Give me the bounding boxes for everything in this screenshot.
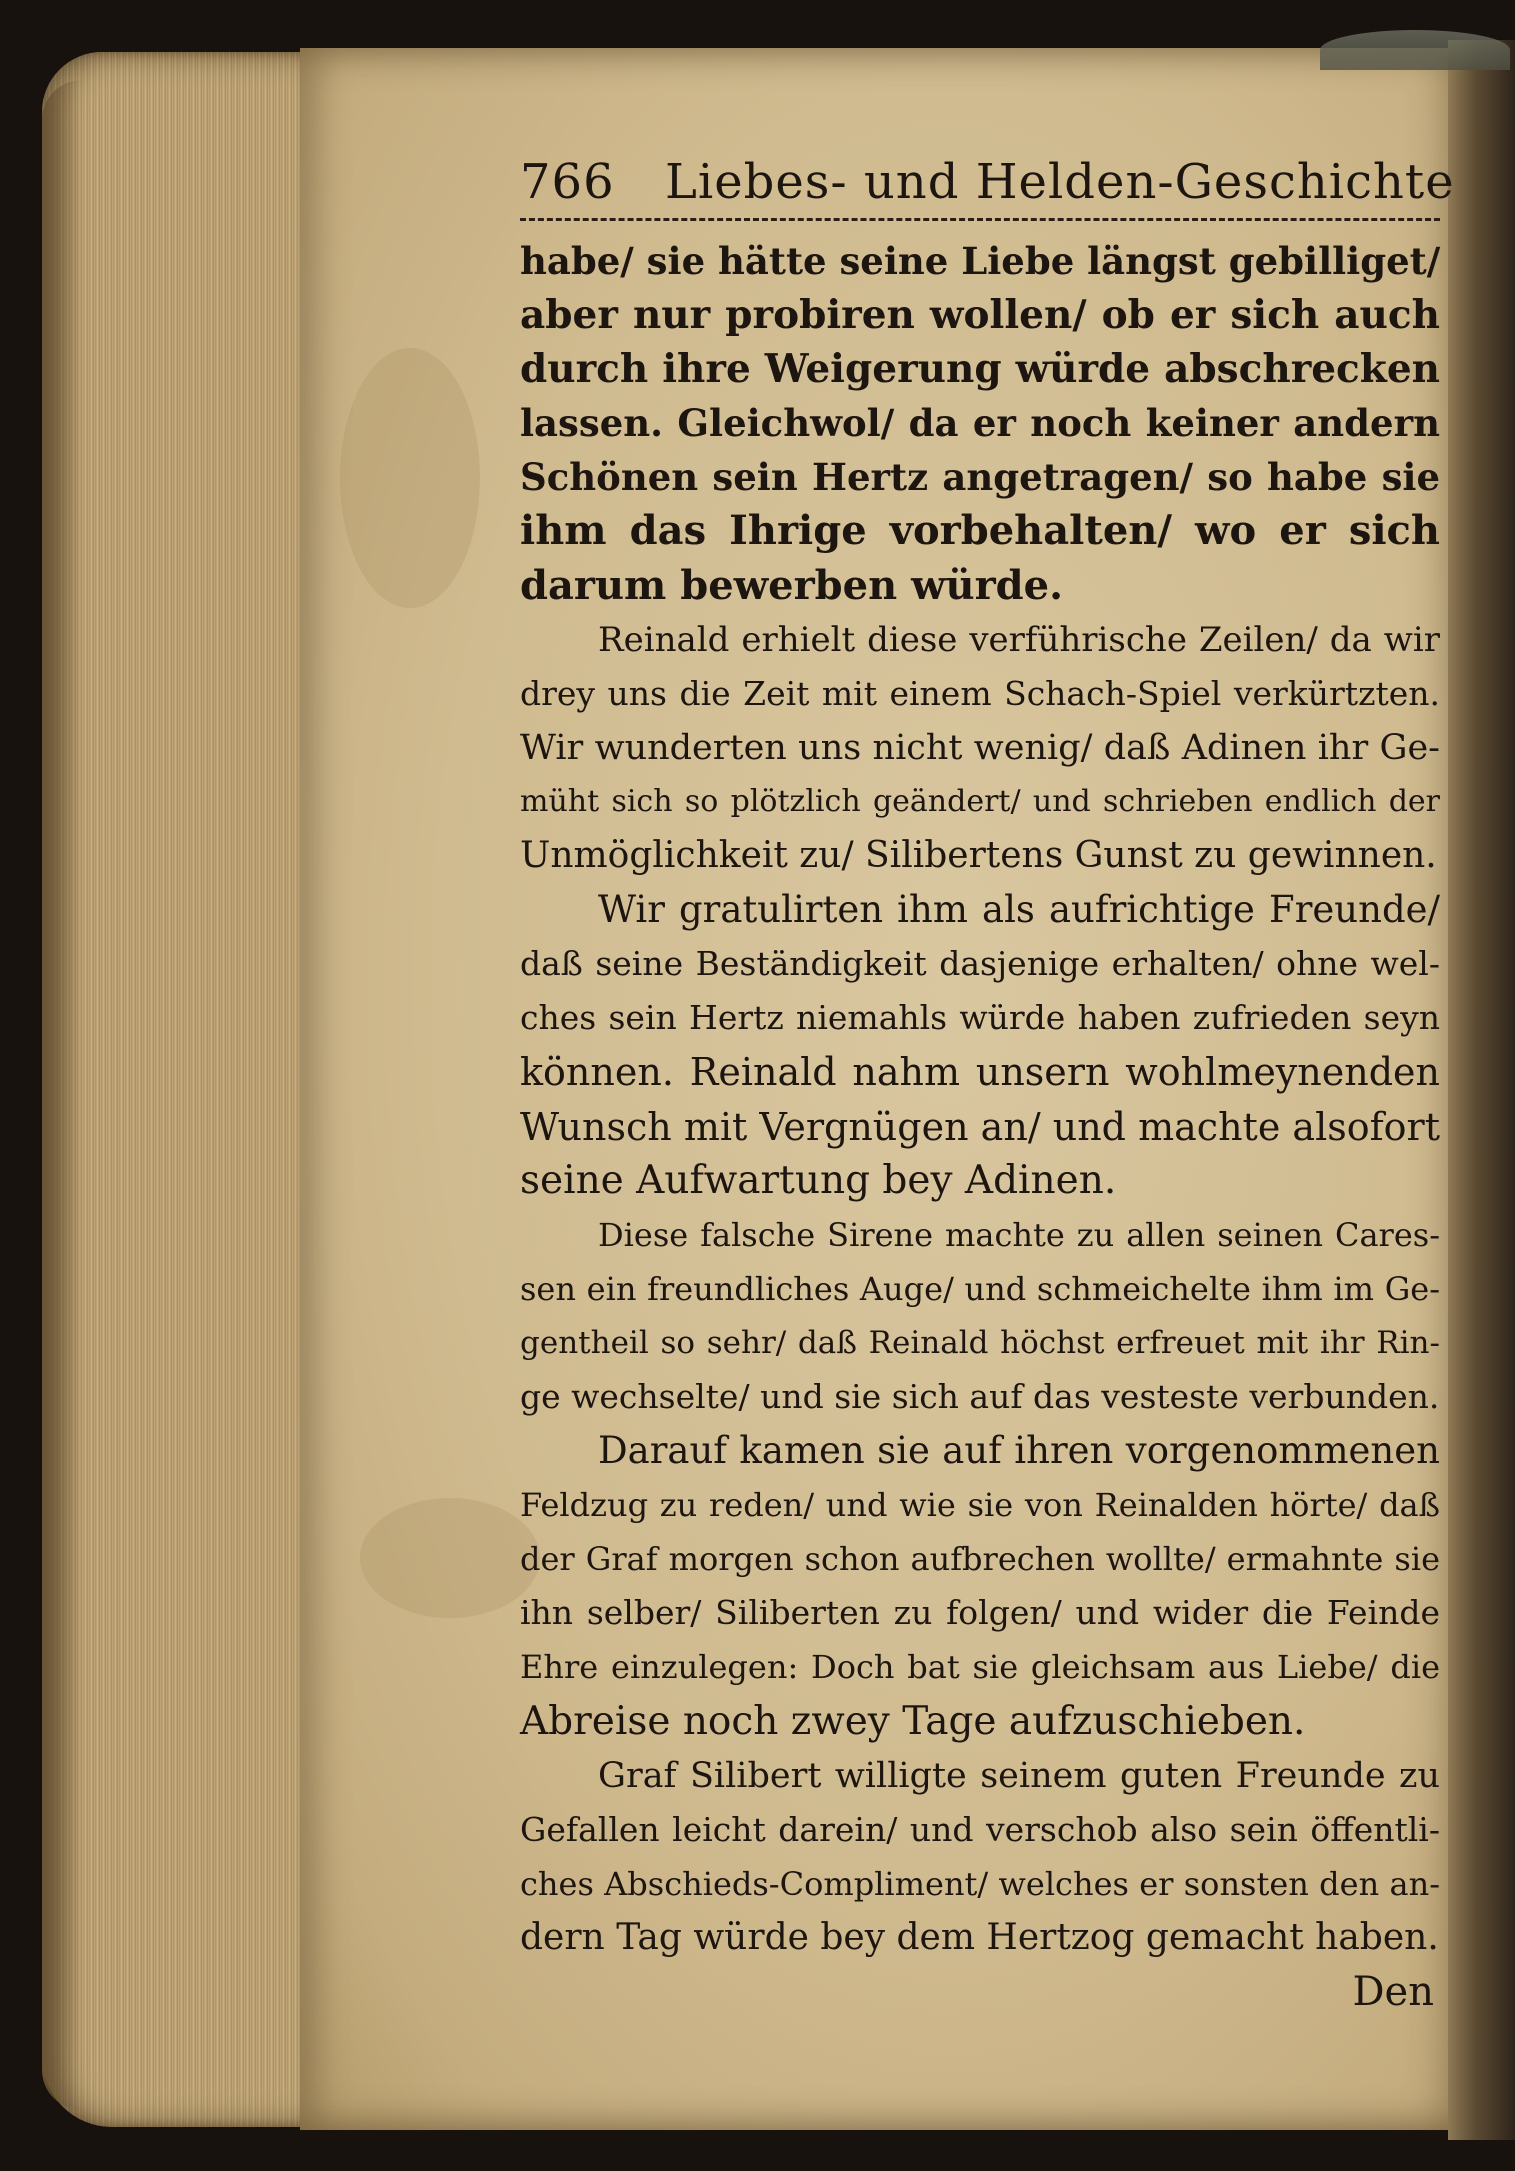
text-line: dern Tag würde bey dem Hertzog gemacht haben. bbox=[520, 1916, 1439, 1958]
text-line: können. Reinald nahm unsern wohlmeynenden bbox=[520, 1050, 1440, 1095]
text-line: lassen. Gleichwol/ da er noch keiner andern bbox=[520, 401, 1440, 446]
catchword: Den bbox=[1352, 1969, 1434, 2015]
running-title: Liebes- und Helden-Geschichte bbox=[665, 154, 1455, 210]
paper-stain bbox=[360, 1498, 540, 1618]
text-line: durch ihre Weigerung würde abschrecken bbox=[520, 346, 1440, 393]
text-line: ihn selber/ Siliberten zu folgen/ und wider die Feinde bbox=[520, 1593, 1440, 1633]
text-line: Unmöglichkeit zu/ Silibertens Gunst zu gewinnen. bbox=[520, 835, 1437, 877]
page-number: 766 bbox=[520, 154, 615, 210]
text-line: müht sich so plötzlich geändert/ und schrieben endlich der bbox=[520, 783, 1440, 819]
paper-stain bbox=[340, 348, 480, 608]
text-line: habe/ sie hätte seine Liebe längst gebilliget/ bbox=[520, 239, 1441, 283]
text-line: der Graf morgen schon aufbrechen wollte/ ermahnte sie bbox=[520, 1540, 1440, 1579]
text-line: aber nur probiren wollen/ ob er sich auch bbox=[520, 292, 1440, 339]
text-line: ches sein Hertz niemahls würde haben zufrieden seyn bbox=[520, 998, 1440, 1038]
cover-corner bbox=[1320, 30, 1510, 70]
text-line: gentheil so sehr/ daß Reinald höchst erfreuet mit ihr Rin- bbox=[520, 1324, 1440, 1361]
text-line: Reinald erhielt diese verführische Zeilen/ da wir bbox=[598, 619, 1440, 660]
text-line: ge wechselte/ und sie sich auf das vesteste verbunden. bbox=[520, 1376, 1440, 1416]
text-line: seine Aufwartung bey Adinen. bbox=[520, 1157, 1117, 1203]
text-line: daß seine Beständigkeit dasjenige erhalten/ ohne wel- bbox=[520, 944, 1440, 984]
text-line: Gefallen leicht darein/ und verschob also sein öffentli- bbox=[520, 1809, 1440, 1849]
text-line: Wir wunderten uns nicht wenig/ daß Adinen ihr Ge- bbox=[520, 727, 1440, 768]
text-line: Darauf kamen sie auf ihren vorgenommenen bbox=[598, 1429, 1440, 1473]
text-line: ihm das Ihrige vorbehalten/ wo er sich bbox=[520, 507, 1440, 555]
text-line: Wir gratulirten ihm als aufrichtige Freunde/ bbox=[598, 888, 1440, 932]
text-line: drey uns die Zeit mit einem Schach-Spiel verkürtzten. bbox=[520, 673, 1440, 713]
running-head bbox=[520, 150, 1455, 228]
text-line: ches Abschieds-Compliment/ welches er sonsten den an- bbox=[520, 1864, 1440, 1903]
text-line: Abreise noch zwey Tage aufzuschieben. bbox=[520, 1698, 1306, 1744]
page-text bbox=[520, 150, 1455, 2019]
text-line: Wunsch mit Vergnügen an/ und machte alsofort bbox=[520, 1104, 1440, 1149]
binding-shadow bbox=[42, 80, 82, 2110]
text-line: Ehre einzulegen: Doch bat sie gleichsam aus Liebe/ die bbox=[520, 1648, 1440, 1687]
text-lines bbox=[520, 234, 1440, 1965]
text-line: sen ein freundliches Auge/ und schmeichelte ihm im Ge- bbox=[520, 1269, 1440, 1308]
header-rule bbox=[520, 218, 1440, 221]
page-edges bbox=[42, 52, 322, 2127]
page-gutter bbox=[1448, 40, 1515, 2140]
text-line: darum bewerben würde. bbox=[520, 561, 1064, 609]
text-line: Diese falsche Sirene machte zu allen seinen Cares- bbox=[598, 1215, 1440, 1254]
text-line: Feldzug zu reden/ und wie sie von Reinalden hörte/ daß bbox=[520, 1486, 1440, 1525]
text-line: Schönen sein Hertz angetragen/ so habe sie bbox=[520, 455, 1440, 500]
text-line: Graf Silibert willigte seinem guten Freunde zu bbox=[598, 1755, 1440, 1796]
